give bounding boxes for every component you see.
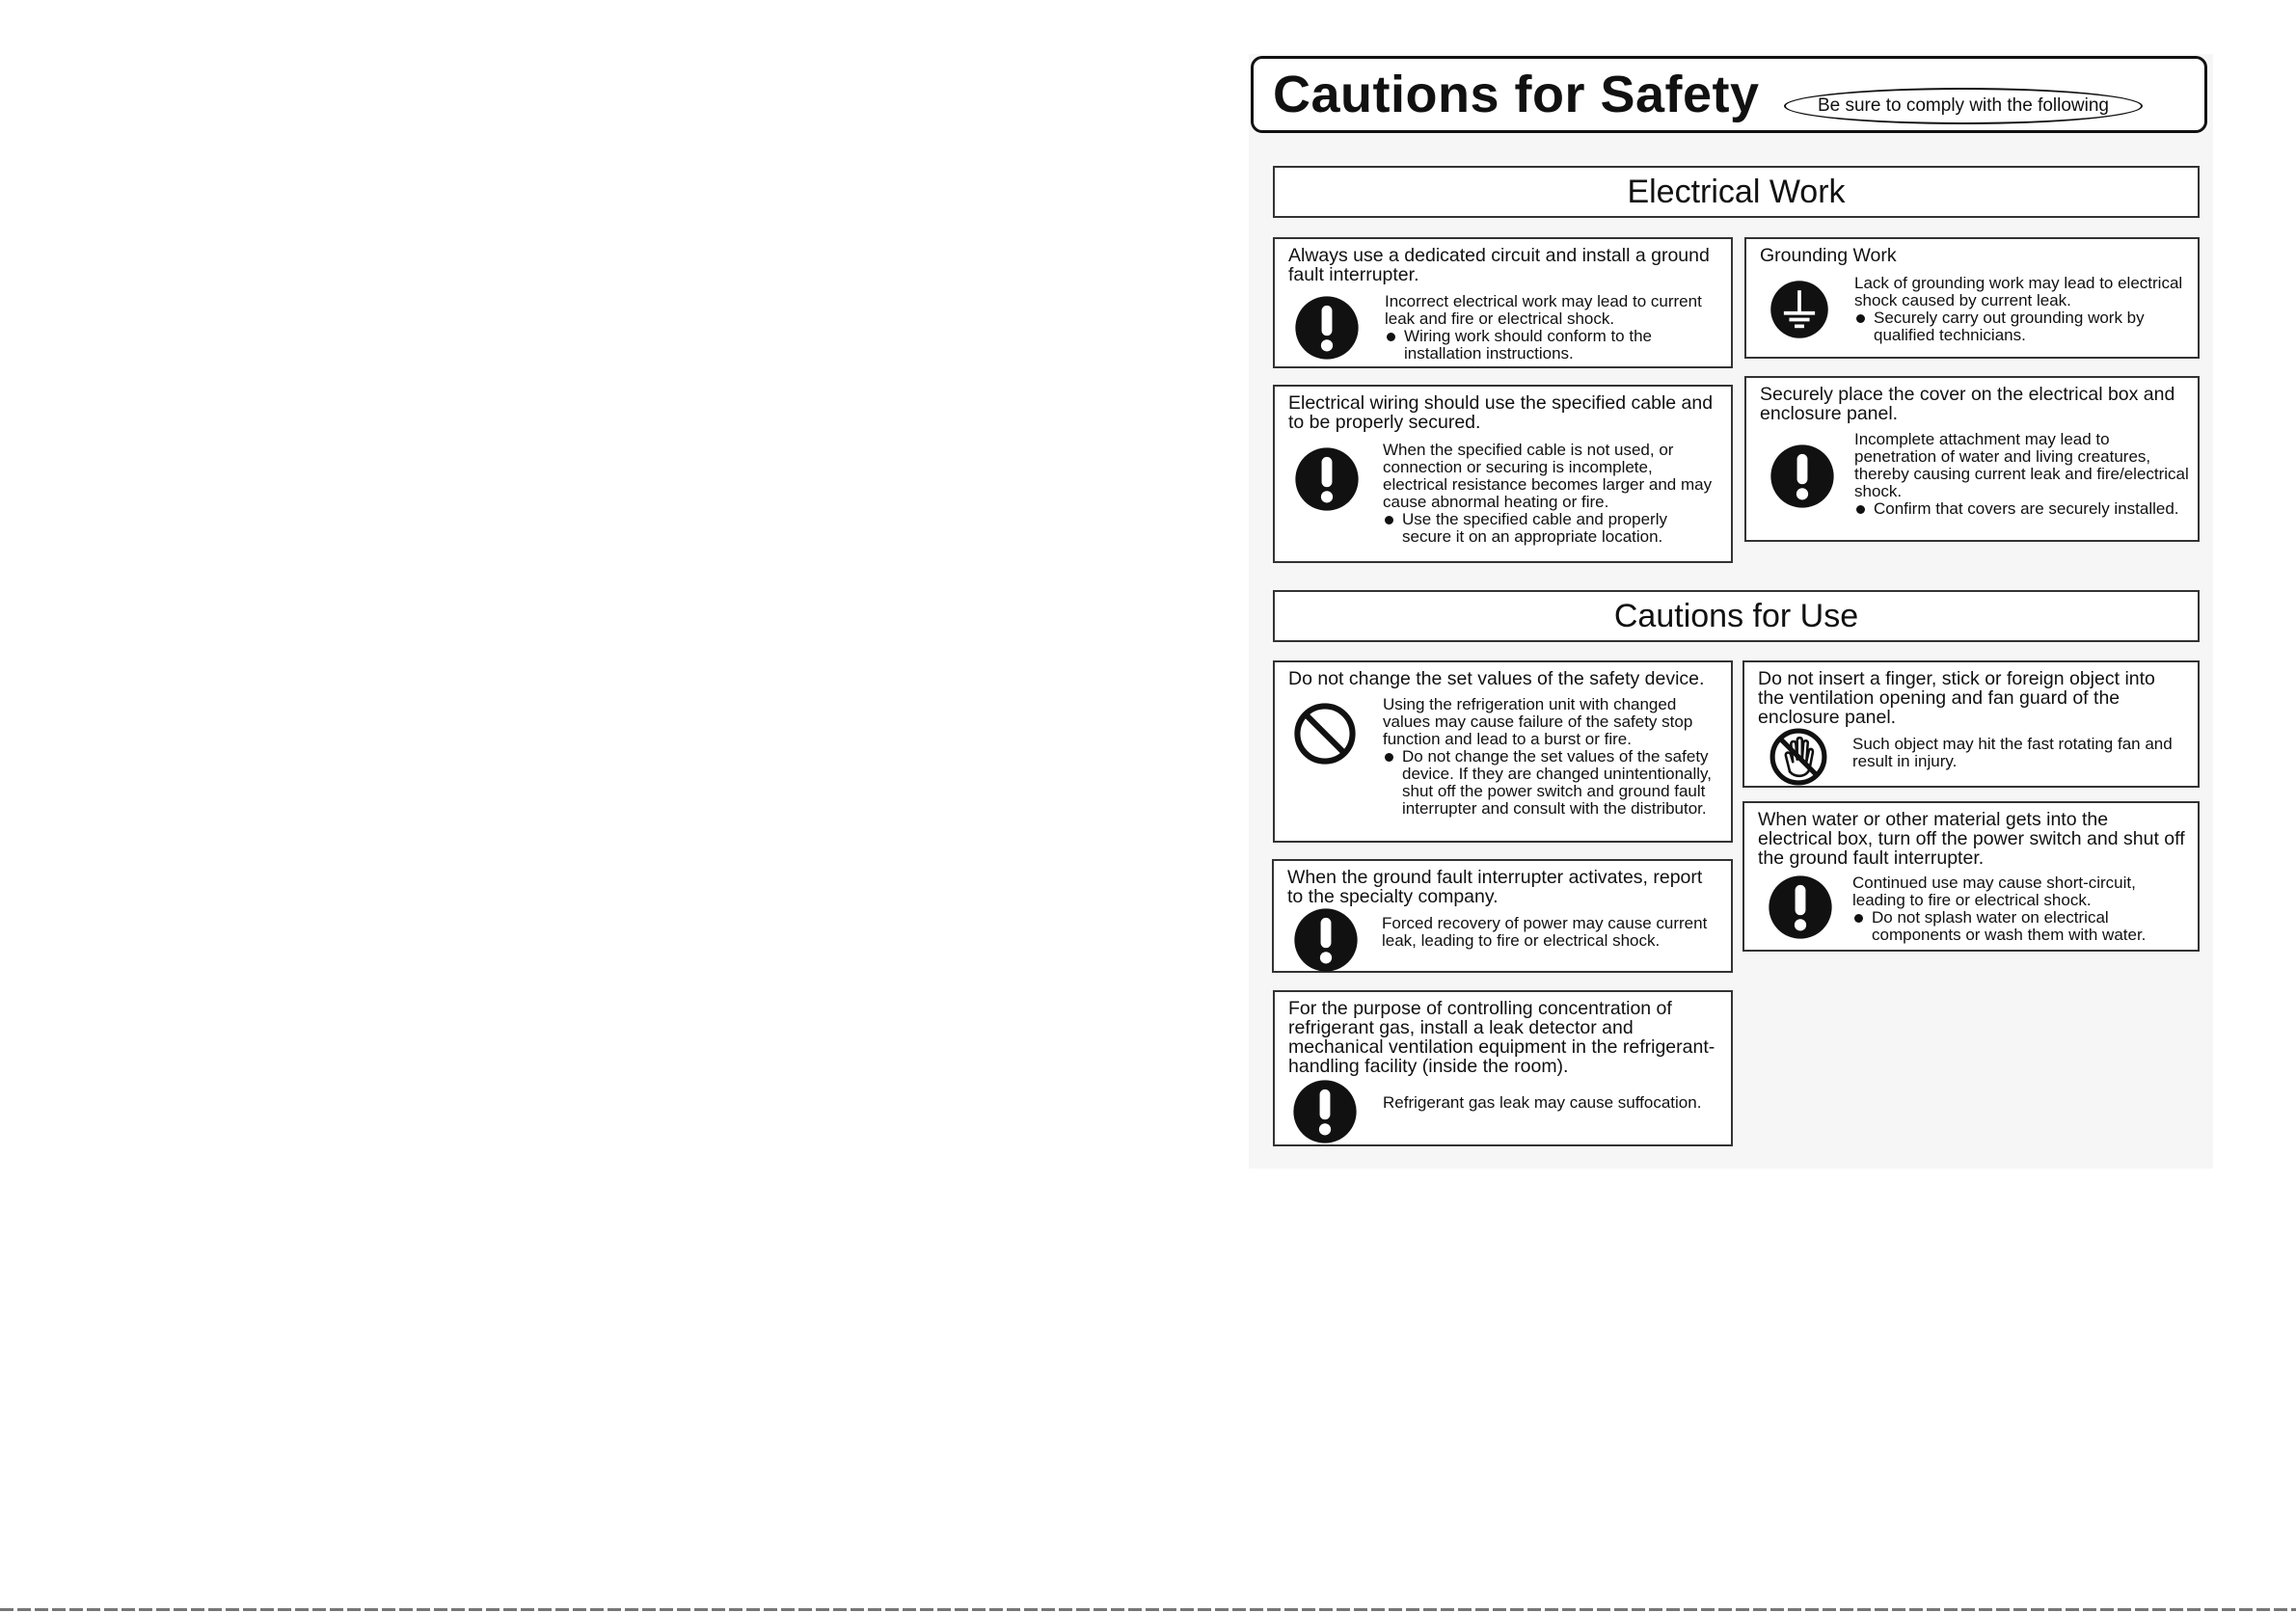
card-body [1852,736,2190,770]
exclamation-mandatory-icon [1294,295,1360,361]
card-text: Refrigerant gas leak may cause suffocation. [1383,1093,1702,1112]
card-heading: Always use a dedicated circuit and install a ground fault interrupter. [1288,245,1710,285]
card-body [1854,431,2192,518]
card-body [1383,442,1720,546]
card-refrigerant-leak [1273,990,1733,1146]
card-bullet: Use the specified cable and properly secure it on an appropriate location. [1383,511,1720,546]
card-text: Incorrect electrical work may lead to current leak and fire or electrical shock. [1385,292,1702,328]
exclamation-mandatory-icon [1769,444,1835,509]
section-electrical-work: Electrical Work [1273,166,2200,218]
card-heading: Grounding Work [1760,245,1897,266]
no-hand-insertion-icon [1768,726,1829,788]
prohibition-circle-icon [1292,701,1358,766]
card-dedicated-circuit [1273,237,1733,368]
card-electrical-cover [1744,376,2200,542]
exclamation-mandatory-icon [1768,874,1833,940]
exclamation-mandatory-icon [1292,1079,1358,1144]
card-body [1383,696,1725,818]
card-text: Using the refrigeration unit with changed values may cause failure of the safety stop function and lead to a burst or fire. [1383,695,1693,748]
card-text: Lack of grounding work may lead to electrical shock caused by current leak. [1854,274,2183,309]
card-grounding-work [1744,237,2200,359]
card-ground-fault-report [1272,859,1733,973]
card-heading: Do not insert a finger, stick or foreign object into the ventilation opening and fan guard of the enclosure panel. [1758,668,2155,728]
card-bullet: Do not splash water on electrical components or wash them with water. [1852,909,2192,944]
card-body [1854,275,2192,344]
card-heading: For the purpose of controlling concentration of refrigerant gas, install a leak detector and mechanical ventilation equipment in the refrigerant-handling facility (inside the room). [1288,998,1715,1077]
card-wiring-cable [1273,385,1733,563]
card-safety-device [1273,660,1733,843]
page-title: Cautions for Safety [1273,66,1760,123]
card-water-ingress [1742,801,2200,952]
card-bullet: Securely carry out grounding work by qualified technicians. [1854,309,2192,344]
title-banner [1251,56,2207,133]
card-bullet: Confirm that covers are securely installed. [1854,500,2192,518]
card-heading: Securely place the cover on the electrical box and enclosure panel. [1760,384,2175,424]
card-heading: Electrical wiring should use the specified cable and to be properly secured. [1288,392,1714,433]
card-bullet: Wiring work should conform to the installation instructions. [1385,328,1722,363]
card-bullet: Do not change the set values of the safety device. If they are changed unintentionally, shut off the power switch and ground fault interrupter and consult with the distributor. [1383,748,1725,818]
card-body [1382,915,1724,950]
page-bottom-rule [0,1608,2296,1611]
section-cautions-for-use: Cautions for Use [1273,590,2200,642]
card-body [1383,1094,1728,1112]
compliance-note: Be sure to comply with the following [1784,88,2143,124]
card-body [1385,293,1722,363]
card-body [1852,874,2192,944]
card-text: Incomplete attachment may lead to penetration of water and living creatures, thereby causing current leak and fire/electrical shock. [1854,430,2189,500]
ground-symbol-icon [1769,280,1829,339]
card-finger-insertion [1742,660,2200,788]
card-text: When the specified cable is not used, or connection or securing is incomplete, electrical resistance becomes larger and may cause abnormal heating or fire. [1383,441,1713,511]
card-text: Such object may hit the fast rotating fan and result in injury. [1852,735,2173,770]
exclamation-mandatory-icon [1293,907,1359,973]
card-heading: When water or other material gets into the electrical box, turn off the power switch and shut off the ground fault interrupter. [1758,809,2185,869]
card-text: Forced recovery of power may cause current leak, leading to fire or electrical shock. [1382,914,1708,950]
exclamation-mandatory-icon [1294,446,1360,512]
card-heading: Do not change the set values of the safety device. [1288,668,1705,689]
card-heading: When the ground fault interrupter activates, report to the specialty company. [1287,867,1703,907]
card-text: Continued use may cause short-circuit, leading to fire or electrical shock. [1852,874,2136,909]
